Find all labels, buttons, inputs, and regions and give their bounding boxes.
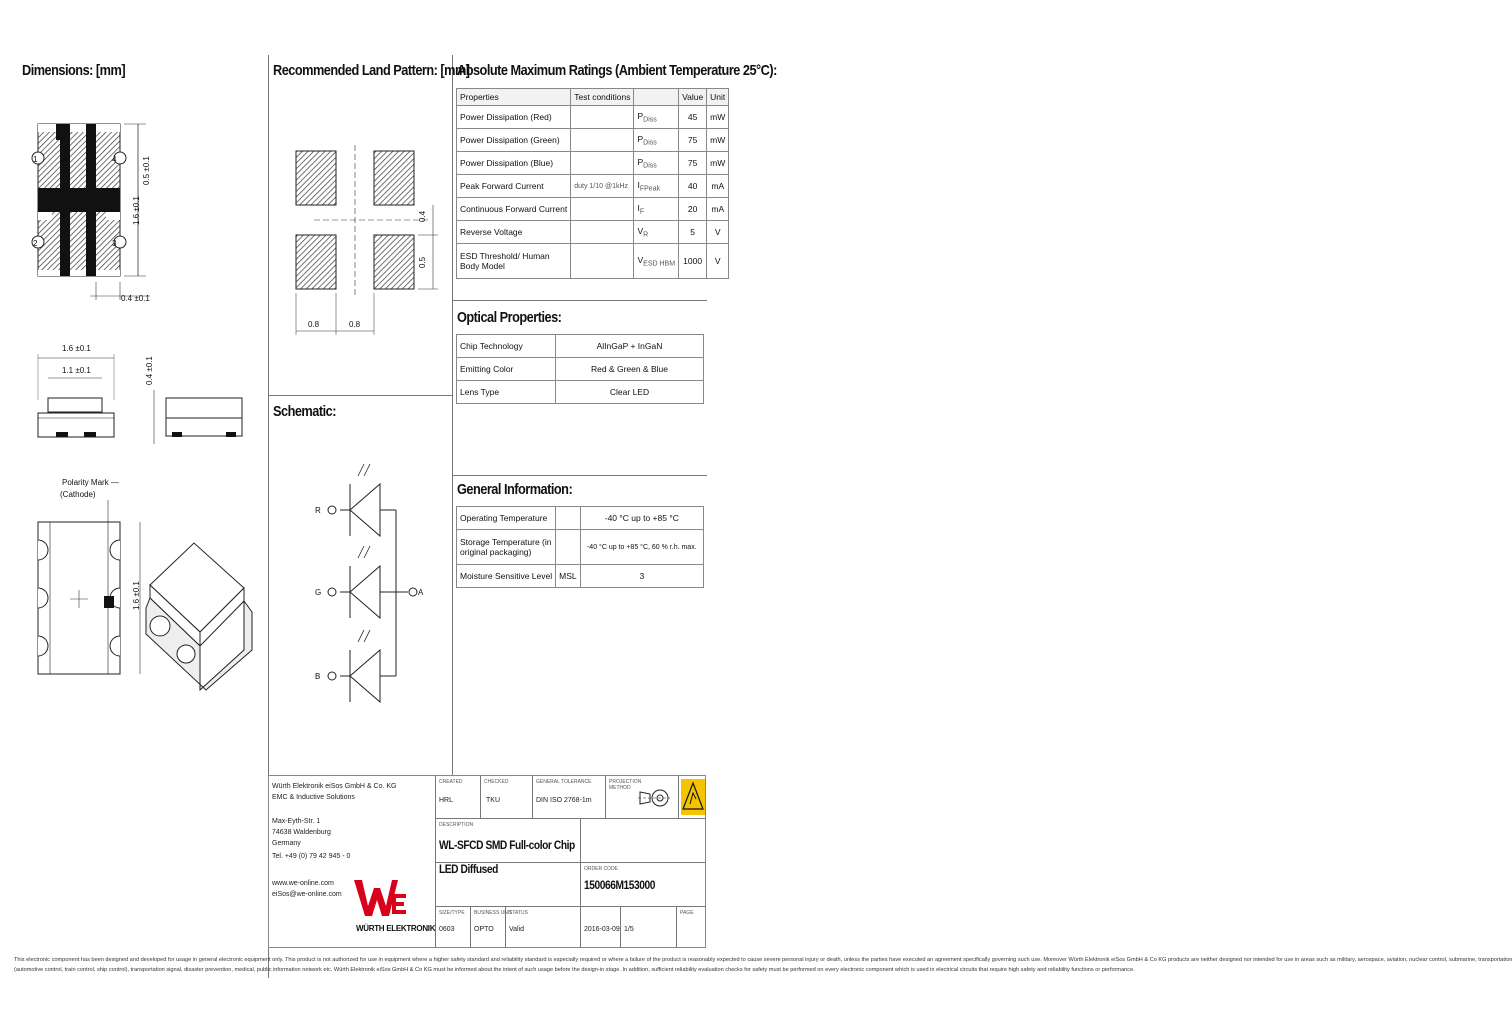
cell-sym	[634, 152, 679, 175]
dim-thickness: 0.4 ±0.1	[145, 356, 154, 385]
cell-cond	[571, 198, 634, 221]
cell-sym	[634, 106, 679, 129]
table-row	[457, 358, 704, 381]
sym-sub: Diss	[643, 139, 657, 147]
package-side-profile	[166, 398, 242, 437]
esd-warning-icon	[681, 779, 705, 815]
status-value: Valid	[509, 926, 525, 933]
projection-label: PROJECTION METHOD	[609, 779, 642, 791]
table-row	[457, 175, 729, 198]
abs-max-heading: Absolute Maximum Ratings (Ambient Temperature 25°C):	[457, 62, 777, 79]
cell-val: 1000	[679, 244, 707, 279]
sym: P	[637, 156, 644, 167]
tb-col	[676, 906, 677, 948]
tb-col	[532, 775, 533, 818]
polarity-label: Polarity Mark —	[62, 478, 119, 487]
table-row	[457, 221, 729, 244]
tb-col	[620, 906, 621, 948]
cell-val: 3	[580, 565, 703, 588]
package-top-view	[32, 124, 126, 276]
cell-sym	[634, 129, 679, 152]
cell-cond	[571, 152, 634, 175]
cell-cond: duty 1/10 @1kHz	[571, 175, 634, 198]
order-code: 150066M153000	[584, 878, 656, 892]
package-side-view	[38, 398, 114, 437]
page-value: 1/5	[624, 926, 634, 933]
cell-unit: mA	[707, 198, 729, 221]
cell-sym	[634, 244, 679, 279]
sym-sub: FPeak	[639, 185, 661, 193]
cell-val: 75	[679, 152, 707, 175]
tb-col	[678, 775, 679, 818]
th-value: Value	[679, 89, 707, 106]
cell-prop: Reverse Voltage	[457, 221, 571, 244]
table-row	[457, 152, 729, 175]
cell-unit: V	[707, 221, 729, 244]
product-title-line1: WL-SFCD SMD Full-color Chip	[439, 838, 575, 852]
product-title-line2: LED Diffused	[439, 862, 498, 876]
cell-prop: Lens Type	[457, 381, 556, 404]
address-line1: Max-Eyth-Str. 1	[272, 818, 321, 825]
sym-sub: F	[639, 208, 645, 216]
cell-unit: mW	[707, 106, 729, 129]
company-name: Würth Elektronik eiSos GmbH & Co. KG	[272, 783, 397, 790]
cell-prop: Operating Temperature	[457, 507, 556, 530]
dim-pitch: 0.5 ±0.1	[142, 156, 151, 185]
cell-prop: Power Dissipation (Blue)	[457, 152, 571, 175]
sym-sub: R	[643, 231, 649, 239]
land-h2: 0.5	[418, 256, 427, 268]
general-tol-label: GENERAL TOLERANCE	[536, 779, 592, 785]
dim-width: 1.6 ±0.1	[62, 344, 91, 353]
tb-col	[480, 775, 481, 818]
th-test-conditions: Test conditions	[571, 89, 634, 106]
cell-prop: Peak Forward Current	[457, 175, 571, 198]
tb-col	[580, 818, 581, 948]
cell-sym	[634, 221, 679, 244]
checked-label: CHECKED	[484, 779, 509, 785]
th-properties: Properties	[457, 89, 571, 106]
cell-val: 5	[679, 221, 707, 244]
cell-val: AlInGaP + InGaN	[556, 335, 704, 358]
address-line2: 74638 Waldenburg	[272, 829, 331, 836]
cell-prop: Storage Temperature (in original packaging)	[457, 530, 556, 565]
tb-row1	[435, 818, 706, 819]
table-row	[457, 381, 704, 404]
led-green	[350, 566, 380, 618]
led-blue	[350, 650, 380, 702]
pin4-label: 4	[112, 155, 117, 164]
schematic-r-label: R	[315, 506, 321, 515]
order-code-label: ORDER CODE	[584, 866, 618, 872]
th-unit: Unit	[707, 89, 729, 106]
cell-prop: Power Dissipation (Red)	[457, 106, 571, 129]
package-bottom-view	[38, 500, 120, 674]
cell-val: 75	[679, 129, 707, 152]
pin1-label: 1	[33, 155, 38, 164]
land-h1: 0.4	[418, 210, 427, 222]
dim-inner-width: 1.1 ±0.1	[62, 366, 91, 375]
table-row	[457, 335, 704, 358]
land-pattern-heading: Recommended Land Pattern: [mm]	[273, 62, 470, 79]
cell-prop: Chip Technology	[457, 335, 556, 358]
abs-max-table	[456, 88, 729, 279]
led-red	[350, 484, 380, 536]
size-value: 0603	[439, 926, 455, 933]
cell-sym	[634, 198, 679, 221]
business-value: OPTO	[474, 926, 494, 933]
cell-sym: MSL	[556, 565, 580, 588]
created-value: HRL	[439, 797, 454, 804]
cell-prop: Emitting Color	[457, 358, 556, 381]
optical-table	[456, 334, 704, 404]
sym-sub: Diss	[643, 116, 657, 124]
cell-prop: Moisture Sensitive Level	[457, 565, 556, 588]
logo-text: WÜRTH ELEKTRONIK	[356, 924, 436, 933]
cell-unit: V	[707, 244, 729, 279]
company-email[interactable]: eiSos@we-online.com	[272, 891, 342, 898]
dim-side-height: 1.6 ±0.1	[132, 581, 141, 610]
sym: I	[637, 202, 640, 213]
business-label: BUSINESS UNIT	[474, 910, 513, 916]
disclaimer-line1: This electronic component has been designed and developed for usage in general electronic equipment only. This product is not authorized for use in equipment where a higher safety standard and reliability standard is especially required or where a failure of the product is reasonably expected to cause severe personal injury or death, unless the parties have executed an agreement specifically governing such use. Moreover Würth Elektronik eiSos GmbH & Co KG products are neither designed nor intended for use in areas such as military, aerospace, aviation, nuclear control, submarine, transportation	[14, 957, 1512, 963]
table-row	[457, 565, 704, 588]
general-table	[456, 506, 704, 588]
cathode-label: (Cathode)	[60, 490, 96, 499]
divider-optical	[452, 300, 707, 301]
table-row	[457, 129, 729, 152]
cell-cond	[571, 221, 634, 244]
description-label: DESCRIPTION	[439, 822, 474, 828]
cell-prop: ESD Threshold/ Human Body Model	[457, 244, 571, 279]
dimensions-top-view	[0, 0, 268, 720]
cell-val: 20	[679, 198, 707, 221]
company-division: EMC & Inductive Solutions	[272, 794, 355, 801]
tb-col	[470, 906, 471, 948]
package-iso-view	[146, 543, 252, 690]
sym-sub: Diss	[643, 162, 657, 170]
cell-unit: mW	[707, 129, 729, 152]
table-row	[457, 530, 704, 565]
projection-method-icon	[636, 785, 672, 811]
page-label: PAGE	[680, 910, 694, 916]
cell-sym	[556, 530, 580, 565]
table-row	[457, 244, 729, 279]
table-row	[457, 198, 729, 221]
disclaimer-line2: (automotive control, train control, ship control), transportation signal, disaster prevention, medical, public information network etc. Würth Elektronik eiSos GmbH & Co KG must be informed about the intent of such usage before the design-in stage. In addition, sufficient reliability evaluation checks for safety must be performed on every electronic component which is used in electrical circuits that require high safety and reliability functions or performance.	[14, 967, 1135, 973]
divider-general	[452, 475, 707, 476]
schematic-heading: Schematic:	[273, 403, 336, 420]
created-label: CREATED	[439, 779, 463, 785]
cell-sym	[634, 175, 679, 198]
schematic-drawing	[268, 396, 452, 776]
cell-unit: mA	[707, 175, 729, 198]
cell-val: Red & Green & Blue	[556, 358, 704, 381]
dim-height: 1.6 ±0.1	[132, 196, 141, 225]
date-value: 2016-03-09	[584, 926, 620, 933]
dimensions-heading: Dimensions: [mm]	[22, 62, 126, 79]
sym: P	[637, 110, 644, 121]
tb-col	[605, 775, 606, 818]
cell-cond	[571, 244, 634, 279]
cell-val: -40 °C up to +85 °C, 60 % r.h. max.	[580, 530, 703, 565]
dim-pad: 0.4 ±0.1	[121, 294, 150, 303]
general-heading: General Information:	[457, 481, 573, 498]
cell-cond	[571, 106, 634, 129]
cell-unit: mW	[707, 152, 729, 175]
land-w2: 0.8	[349, 320, 361, 329]
land-w1: 0.8	[308, 320, 320, 329]
we-logo-icon	[352, 878, 408, 922]
divider-right	[452, 55, 453, 775]
cell-sym	[556, 507, 580, 530]
sym: V	[637, 225, 644, 236]
sym: I	[637, 179, 640, 190]
cell-prop: Continuous Forward Current	[457, 198, 571, 221]
schematic-g-label: G	[315, 588, 322, 597]
schematic-b-label: B	[315, 672, 321, 681]
table-row	[457, 507, 704, 530]
cell-cond	[571, 129, 634, 152]
cell-val: Clear LED	[556, 381, 704, 404]
cell-val: 45	[679, 106, 707, 129]
general-tol-value: DIN ISO 2768-1m	[536, 797, 592, 804]
address-country: Germany	[272, 840, 301, 847]
sym: V	[637, 254, 644, 265]
cell-prop: Power Dissipation (Green)	[457, 129, 571, 152]
table-row	[457, 106, 729, 129]
sym-sub: ESD HBM	[643, 260, 676, 268]
size-label: SIZE/TYPE	[439, 910, 465, 916]
th-symbol	[634, 89, 679, 106]
cell-val: -40 °C up to +85 °C	[580, 507, 703, 530]
optical-heading: Optical Properties:	[457, 309, 562, 326]
sym: P	[637, 133, 644, 144]
status-label: STATUS	[509, 910, 528, 916]
pin3-label: 3	[112, 239, 117, 248]
company-web[interactable]: www.we-online.com	[272, 880, 334, 887]
company-tel: Tel. +49 (0) 79 42 945 - 0	[272, 853, 351, 860]
table-header-row	[457, 89, 729, 106]
pin2-label: 2	[33, 239, 38, 248]
checked-value: TKU	[486, 797, 500, 804]
cell-val: 40	[679, 175, 707, 198]
tb-row3	[435, 906, 706, 907]
schematic-a-label: A	[418, 588, 424, 597]
land-pattern-drawing	[268, 55, 452, 345]
